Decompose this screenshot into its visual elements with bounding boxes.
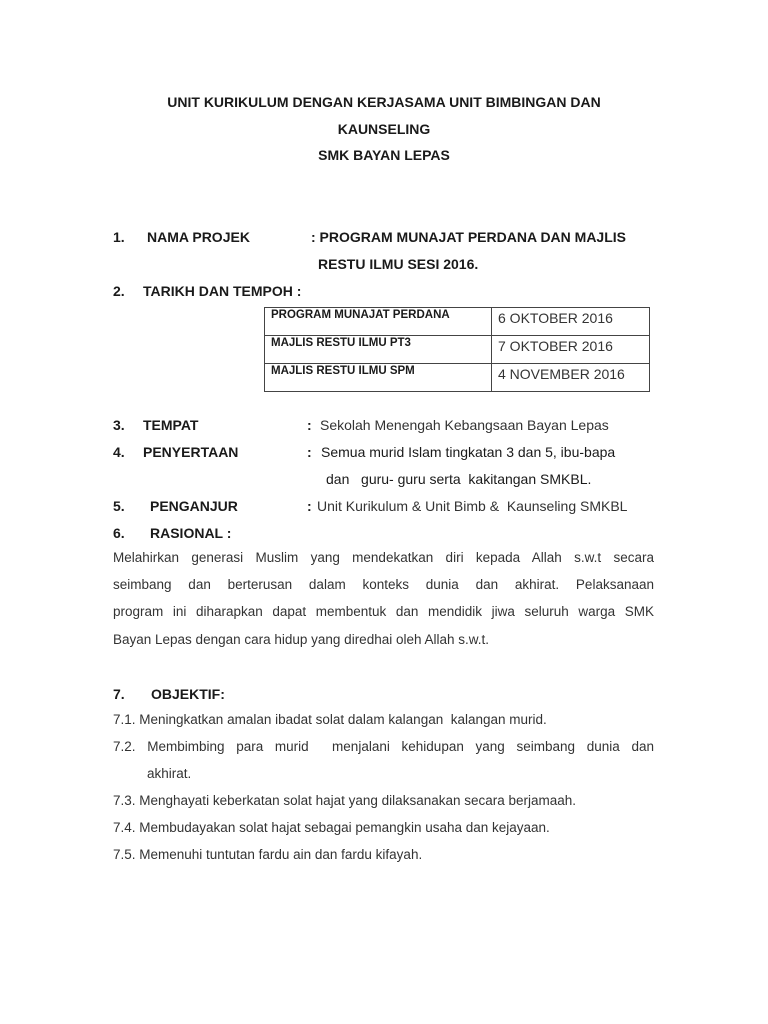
objective-7-2-continued: akhirat. bbox=[147, 766, 192, 781]
section-5-number: 5. bbox=[113, 498, 125, 514]
section-2-label: TARIKH DAN TEMPOH : bbox=[143, 283, 302, 299]
event-cell: MAJLIS RESTU ILMU SPM bbox=[265, 364, 492, 392]
section-4-value-line-2: dan guru- guru serta kakitangan SMKBL. bbox=[326, 471, 592, 487]
section-1-value-line-2: RESTU ILMU SESI 2016. bbox=[318, 256, 479, 272]
section-1-label: NAMA PROJEK bbox=[147, 229, 250, 245]
section-2-number: 2. bbox=[113, 283, 125, 299]
event-cell: PROGRAM MUNAJAT PERDANA bbox=[265, 308, 492, 336]
section-3-number: 3. bbox=[113, 417, 125, 433]
table-row bbox=[265, 308, 650, 336]
section-1-number: 1. bbox=[113, 229, 125, 245]
section-4-number: 4. bbox=[113, 444, 125, 460]
event-cell: MAJLIS RESTU ILMU PT3 bbox=[265, 336, 492, 364]
section-5-value: Unit Kurikulum & Unit Bimb & Kaunseling SMKBL bbox=[317, 498, 628, 514]
rasional-line-3: program ini diharapkan dapat membentuk dan mendidik jiwa seluruh warga SMK bbox=[113, 604, 654, 619]
section-4-colon: : bbox=[307, 444, 312, 460]
date-cell: 7 OKTOBER 2016 bbox=[492, 336, 650, 364]
objective-7-4: 7.4. Membudayakan solat hajat sebagai pemangkin usaha dan kejayaan. bbox=[113, 820, 550, 835]
section-5-colon: : bbox=[307, 498, 312, 514]
section-7-label: OBJEKTIF: bbox=[151, 686, 225, 702]
date-cell: 4 NOVEMBER 2016 bbox=[492, 364, 650, 392]
date-table bbox=[264, 307, 650, 392]
header-line-2: KAUNSELING bbox=[337, 121, 431, 137]
section-1-value-line-1: : PROGRAM MUNAJAT PERDANA DAN MAJLIS bbox=[311, 229, 626, 245]
objective-7-5: 7.5. Memenuhi tuntutan fardu ain dan fardu kifayah. bbox=[113, 847, 423, 862]
objective-7-3: 7.3. Menghayati keberkatan solat hajat yang dilaksanakan secara berjamaah. bbox=[113, 793, 577, 808]
rasional-line-2: seimbang dan berterusan dalam konteks dunia dan akhirat. Pelaksanaan bbox=[113, 577, 654, 592]
table-row bbox=[265, 364, 650, 392]
section-3-label: TEMPAT bbox=[143, 417, 199, 433]
table-row bbox=[265, 336, 650, 364]
date-cell: 6 OKTOBER 2016 bbox=[492, 308, 650, 336]
section-3-colon: : bbox=[307, 417, 312, 433]
objective-7-1: 7.1. Meningkatkan amalan ibadat solat dalam kalangan kalangan murid. bbox=[113, 712, 547, 727]
section-7-number: 7. bbox=[113, 686, 125, 702]
section-6-label: RASIONAL : bbox=[150, 525, 232, 541]
objective-7-2: 7.2. Membimbing para murid menjalani kehidupan yang seimbang dunia dan bbox=[113, 739, 654, 754]
header-line-1: UNIT KURIKULUM DENGAN KERJASAMA UNIT BIMBINGAN DAN bbox=[167, 94, 601, 110]
section-4-value-line-1: Semua murid Islam tingkatan 3 dan 5, ibu-bapa bbox=[321, 444, 616, 460]
section-3-value: Sekolah Menengah Kebangsaan Bayan Lepas bbox=[320, 417, 609, 433]
section-6-number: 6. bbox=[113, 525, 125, 541]
header-school-name: SMK BAYAN LEPAS bbox=[318, 147, 450, 163]
section-5-label: PENGANJUR bbox=[150, 498, 238, 514]
section-4-label: PENYERTAAN bbox=[143, 444, 239, 460]
rasional-line-4: Bayan Lepas dengan cara hidup yang diredhai oleh Allah s.w.t. bbox=[113, 632, 490, 647]
rasional-line-1: Melahirkan generasi Muslim yang mendekatkan diri kepada Allah s.w.t secara bbox=[113, 550, 654, 565]
